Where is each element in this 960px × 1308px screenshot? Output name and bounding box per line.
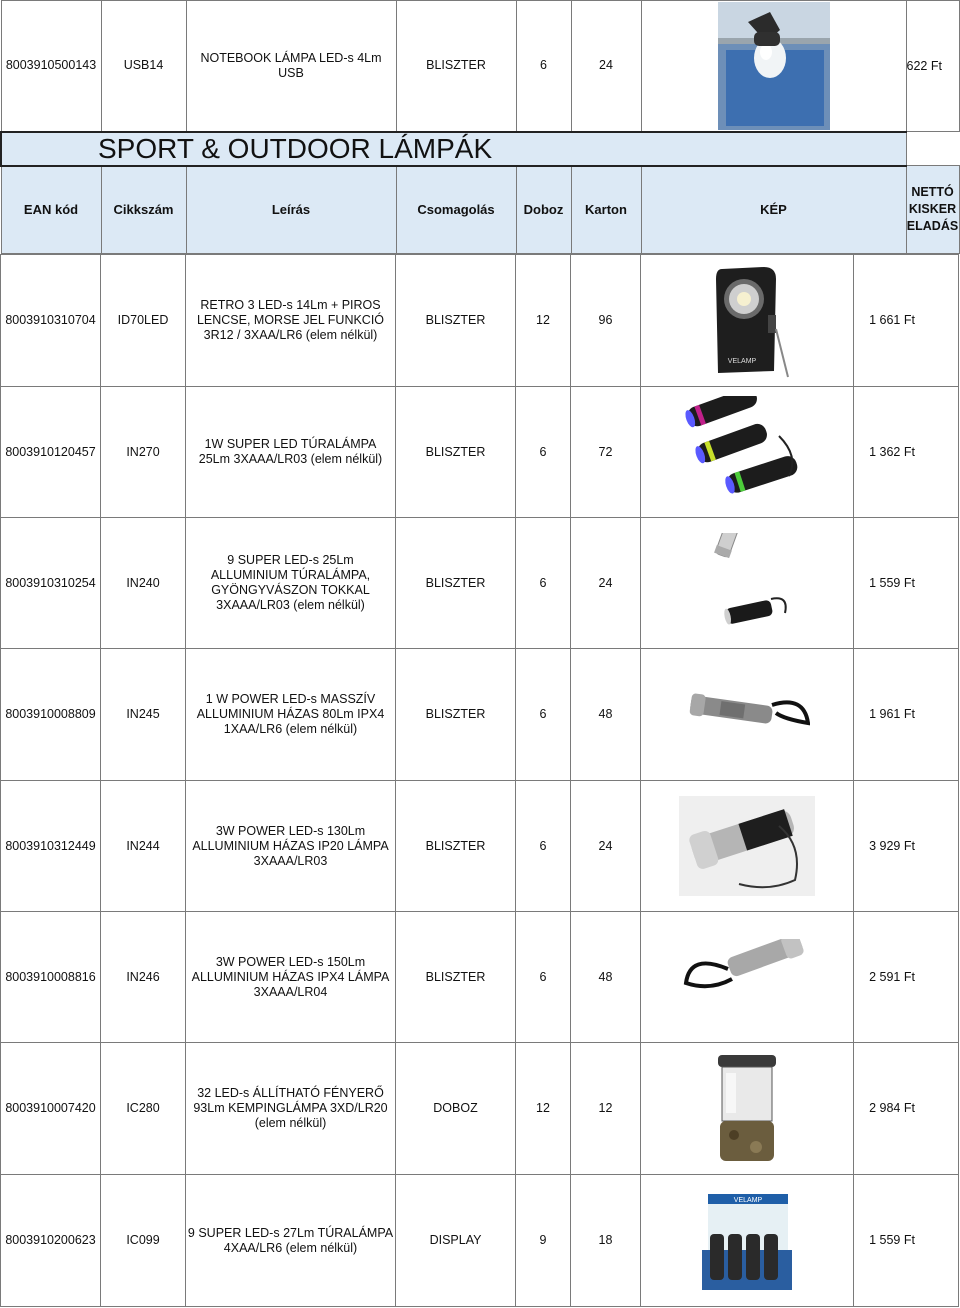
table-row [1, 1043, 959, 1175]
pack-cell: BLISZTER [396, 518, 516, 649]
price-cell [906, 1, 959, 132]
desc-line: 3XAAA/LR03 [253, 853, 328, 868]
carton-cell: 72 [571, 387, 641, 518]
desc-cell [186, 1, 396, 132]
ean-cell: 8003910500143 [1, 1, 101, 132]
header-sku: Cikkszám [101, 166, 186, 254]
carton-cell: 48 [571, 912, 641, 1043]
price-cell: 2 591 Ft [854, 912, 959, 1043]
price-cell: 1 559 Ft [854, 518, 959, 649]
price-cell: 1 362 Ft [854, 387, 959, 518]
image-cell [641, 387, 854, 518]
carton-cell: 24 [571, 1, 641, 132]
ean-cell: 8003910120457 [1, 387, 101, 518]
desc-cell [186, 912, 396, 1043]
desc-line: GYÖNGYVÁSZON TOKKAL [211, 583, 370, 597]
desc-line: 3XAAA/LR04 [253, 984, 328, 999]
box-cell: 6 [516, 781, 571, 912]
desc-line: 93Lm KEMPINGLÁMPA 3XD/LR20 [193, 1101, 388, 1115]
section-title: SPORT & OUTDOOR LÁMPÁK [1, 132, 906, 166]
pack-cell: BLISZTER [396, 781, 516, 912]
box-cell: 6 [516, 518, 571, 649]
section-title-row [1, 132, 959, 166]
sku-cell: ID70LED [101, 255, 186, 387]
price-cell: 1 661 Ft [854, 255, 959, 387]
sku-cell: IN244 [101, 781, 186, 912]
grey-flashlight-photo [680, 939, 814, 1015]
desc-line: 1XAA/LR6 (elem nélkül) [223, 722, 358, 736]
image-cell [641, 912, 854, 1043]
camping-lantern-photo [712, 1051, 782, 1167]
image-cell [641, 781, 854, 912]
table-row [1, 387, 959, 518]
product-rows [0, 254, 959, 1307]
desc-cell [186, 1175, 396, 1307]
table-row [1, 912, 959, 1043]
table-row-top [1, 1, 959, 132]
desc-line: 4XAA/LR6 (elem nélkül) [223, 1240, 358, 1255]
notebook-usb-lamp-photo [718, 2, 830, 130]
desc-line: 25Lm 3XAAA/LR03 (elem nélkül) [198, 452, 383, 466]
pack-cell: BLISZTER [396, 387, 516, 518]
two-flashlights-photo [697, 533, 797, 633]
desc-cell [186, 518, 396, 649]
image-cell [641, 1175, 854, 1307]
desc-line: 9 SUPER LED-s 25Lm [227, 553, 354, 567]
desc-line: ALLUMINIUM HÁZAS 80Lm IPX4 [196, 707, 385, 721]
ean-cell: 8003910312449 [1, 781, 101, 912]
header-carton: Karton [571, 166, 641, 254]
desc-line: ALLUMINIUM HÁZAS IP20 LÁMPA [192, 838, 389, 853]
carton-cell: 96 [571, 255, 641, 387]
ean-cell: 8003910200623 [1, 1175, 101, 1307]
desc-line: NOTEBOOK LÁMPA LED-s 4Lm [200, 50, 382, 65]
table-row [1, 255, 959, 387]
box-cell: 6 [516, 649, 571, 781]
carton-cell: 12 [571, 1043, 641, 1175]
header-price-line: NETTÓ KISKER [908, 185, 957, 216]
table-row [1, 781, 959, 912]
image-cell [641, 255, 854, 387]
box-cell: 6 [516, 912, 571, 1043]
pack-cell: DISPLAY [396, 1175, 516, 1307]
header-desc: Leírás [186, 166, 396, 254]
price-cell: 3 929 Ft [854, 781, 959, 912]
desc-line: 3R12 / 3XAA/LR6 (elem nélkül) [203, 328, 378, 342]
ean-cell: 8003910310704 [1, 255, 101, 387]
table-row [1, 649, 959, 781]
desc-line: 9 SUPER LED-s 27Lm TÚRALÁMPA [187, 1225, 394, 1240]
box-cell: 12 [516, 255, 571, 387]
box-cell: 9 [516, 1175, 571, 1307]
pack-cell: BLISZTER [396, 255, 516, 387]
desc-line: 32 LED-s ÁLLÍTHATÓ FÉNYERŐ [197, 1086, 384, 1100]
ean-cell: 8003910310254 [1, 518, 101, 649]
carton-cell: 18 [571, 1175, 641, 1307]
price-value: 622 Ft [906, 58, 942, 73]
image-cell [641, 1, 906, 132]
retro-lamp-logo: VELAMP [727, 357, 757, 365]
header-image: KÉP [641, 166, 906, 254]
carton-cell: 48 [571, 649, 641, 781]
desc-line: USB [278, 65, 304, 80]
desc-line: ALLUMINIUM TÚRALÁMPA, [210, 568, 371, 582]
header-price [906, 166, 959, 254]
header-ean: EAN kód [1, 166, 101, 254]
header-row [1, 166, 959, 254]
sku-cell: IC099 [101, 1175, 186, 1307]
ean-cell: 8003910008809 [1, 649, 101, 781]
desc-line: RETRO 3 LED-s 14Lm + PIROS [200, 298, 381, 312]
sku-cell: USB14 [101, 1, 186, 132]
desc-line: 3XAAA/LR03 (elem nélkül) [216, 598, 365, 612]
silver-flashlight-photo [679, 796, 815, 896]
desc-line: (elem nélkül) [254, 1116, 327, 1130]
image-cell [641, 649, 854, 781]
sku-cell: IN245 [101, 649, 186, 781]
price-cell: 2 984 Ft [854, 1043, 959, 1175]
image-cell [641, 518, 854, 649]
product-table [0, 0, 960, 254]
sku-cell: IN246 [101, 912, 186, 1043]
retro-lamp-photo [702, 259, 792, 383]
price-cell: 1 559 Ft [854, 1175, 959, 1307]
box-cell: 6 [516, 1, 571, 132]
desc-cell [186, 649, 396, 781]
pack-cell: BLISZTER [396, 649, 516, 781]
desc-cell [186, 387, 396, 518]
display-box-photo [698, 1190, 796, 1292]
header-pack: Csomagolás [396, 166, 516, 254]
sku-cell: IN270 [101, 387, 186, 518]
ean-cell: 8003910007420 [1, 1043, 101, 1175]
slim-flashlight-photo [684, 679, 810, 751]
ean-cell: 8003910008816 [1, 912, 101, 1043]
carton-cell: 24 [571, 518, 641, 649]
desc-line: 1W SUPER LED TÚRALÁMPA [204, 437, 377, 451]
header-price-line: ELADÁS [906, 219, 959, 233]
three-flashlights-photo [679, 396, 815, 508]
price-cell: 1 961 Ft [854, 649, 959, 781]
table-row [1, 1175, 959, 1307]
title-row-end [906, 132, 959, 166]
desc-line: ALLUMINIUM HÁZAS IPX4 LÁMPA [191, 969, 390, 984]
desc-line: 1 W POWER LED-s MASSZÍV [205, 692, 376, 706]
table-row [1, 518, 959, 649]
carton-cell: 24 [571, 781, 641, 912]
desc-line: LENCSE, MORSE JEL FUNKCIÓ [196, 313, 385, 327]
desc-cell [186, 781, 396, 912]
box-cell: 12 [516, 1043, 571, 1175]
desc-line: 3W POWER LED-s 130Lm [215, 823, 366, 838]
display-box-logo: VELAMP [733, 1196, 763, 1204]
pack-cell: BLISZTER [396, 912, 516, 1043]
pack-cell: DOBOZ [396, 1043, 516, 1175]
image-cell [641, 1043, 854, 1175]
sku-cell: IC280 [101, 1043, 186, 1175]
pack-cell: BLISZTER [396, 1, 516, 132]
box-cell: 6 [516, 387, 571, 518]
desc-cell [186, 255, 396, 387]
desc-line: 3W POWER LED-s 150Lm [215, 954, 366, 969]
desc-cell [186, 1043, 396, 1175]
header-box: Doboz [516, 166, 571, 254]
sku-cell: IN240 [101, 518, 186, 649]
